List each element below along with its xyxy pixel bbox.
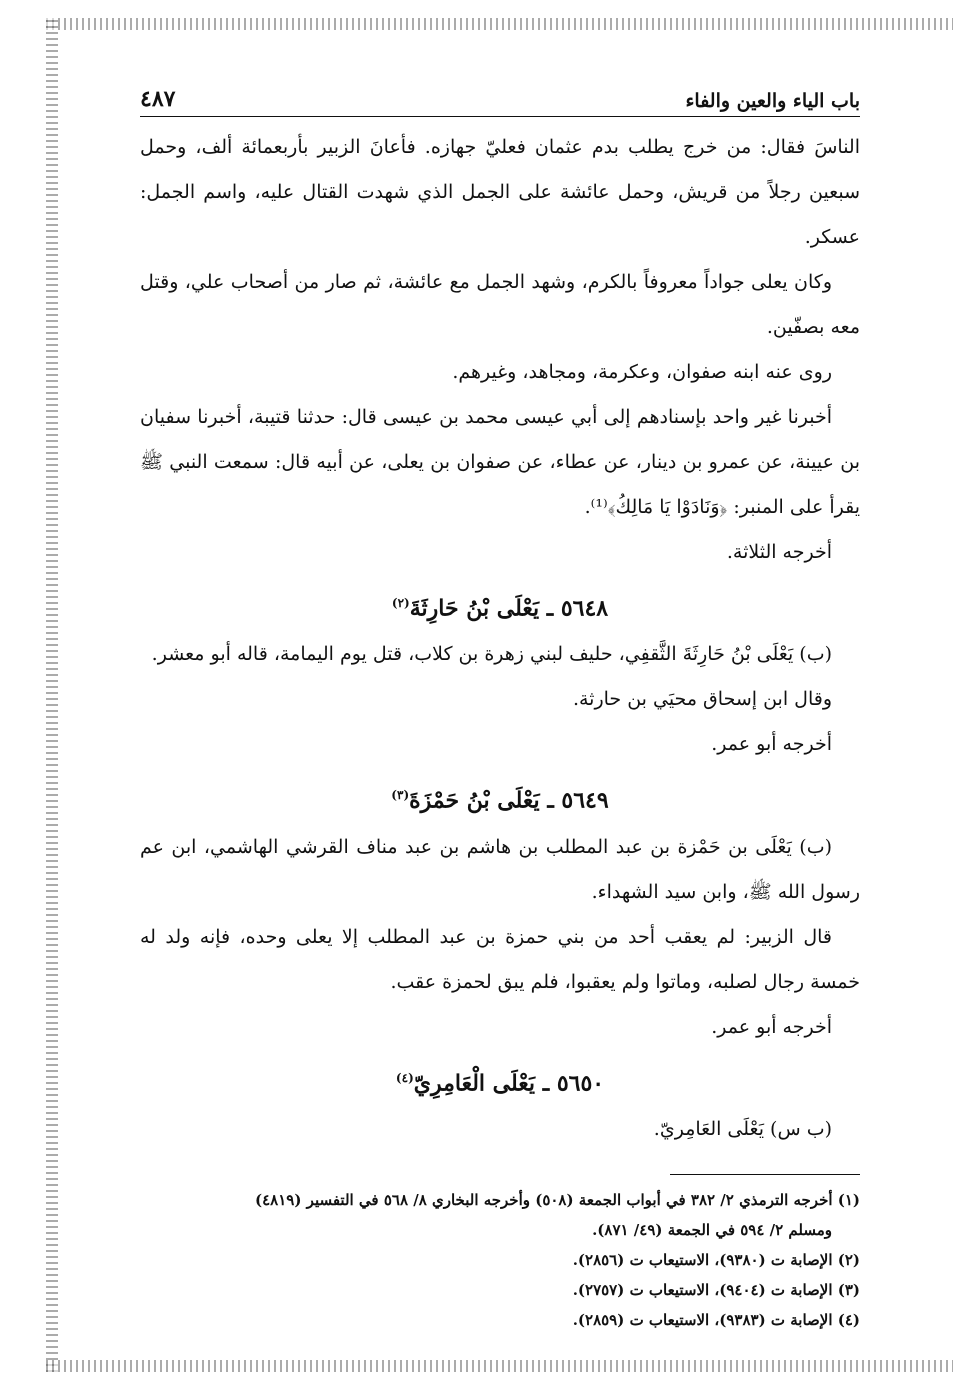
page-number: ٤٨٧: [140, 86, 176, 112]
footnote-marker: (٤): [395, 1070, 414, 1085]
paragraph: أخرجه أبو عمر.: [711, 1015, 832, 1038]
footnotes: [140, 1185, 860, 1335]
decorative-border-bottom: [46, 1360, 953, 1372]
footnote-marker: (٣): [391, 788, 410, 803]
paragraph: وكان يعلى جواداً معروفاً بالكرم، وشهد الجمل مع عائشة، ثم صار من أصحاب علي، وقتل معه بصفّين.: [140, 271, 860, 338]
paragraph: الناسَ فقال: من خرج يطلب بدم عثمان فعليّ جهازه. فأعانَ الزبير بأربعمائة ألف، وحمل سبعين رجلاً من قريش، وحمل عائشة على الجمل الذي شهدت القتال عليه، واسم الجمل: عسكر.: [140, 136, 860, 248]
footnote: (٤) الإصابة ت (٩٣٨٣)، الاستيعاب ت (٢٨٥٩).: [572, 1310, 860, 1329]
paragraph: قال الزبير: لم يعقب أحد من بني حمزة بن عبد المطلب إلا يعلى وحده، فإنه ولد له خمسة رجال لصلبه، وماتوا ولم يعقبوا، فلم يبق لحمزة عقب.: [140, 925, 860, 993]
footnote-separator: [670, 1174, 860, 1175]
footnote: (٢) الإصابة ت (٩٣٨٠)، الاستيعاب ت (٢٨٥٦).: [572, 1250, 860, 1269]
footnote: (٣) الإصابة ت (٩٤٠٤)، الاستيعاب ت (٢٧٥٧).: [572, 1280, 860, 1299]
page-content: [140, 80, 860, 1335]
entry-heading: ٥٦٤٩ ـ يَعْلَى بْنُ حَمْزَةَ$^{(٣)}$: [391, 787, 609, 814]
paragraph: وقال ابن إسحاق محيَي بن حارثة.: [572, 688, 832, 711]
entry-heading: ٥٦٤٨ ـ يَعْلَى بْنُ حَارِثَةَ$^{(٢)}$: [391, 595, 609, 622]
running-header: [140, 80, 860, 117]
paragraph: (ب) يَعْلَى بْنُ حَارِثَةَ الثَّقفِي، حليف لبني زهرة بن كلاب، قتل يوم اليمامة، قاله أبو معشر.: [151, 643, 832, 666]
paragraph: (ب س) يَعْلَى العَامِريّ.: [653, 1117, 832, 1140]
paragraph: أخبرنا غير واحد بإسنادهم إلى أبي عيسى محمد بن عيسى قال: حدثنا قتيبة، أخبرنا سفيان بن عيينة، عن عمرو بن دينار، عن عطاء، عن صفوان بن يعلى، عن أبيه قال: سمعت النبي ﷺ يقرأ على المنبر: ﴿وَنَادَوْا يَا مَالِكُ﴾⁽¹⁾.: [140, 406, 860, 518]
decorative-border-top: [46, 18, 953, 30]
header-title: باب الياء والعين والفاء: [685, 90, 860, 112]
footnote: ومسلم ٢/ ٥٩٤ في الجمعة (٤٩/ ٨٧١).: [592, 1220, 832, 1239]
paragraph: روى عنه ابنه صفوان، وعكرمة، ومجاهد، وغيرهم.: [452, 361, 832, 383]
page-body: [140, 125, 860, 1335]
paragraph: أخرجه الثلاثة.: [726, 541, 832, 563]
entry-heading: ٥٦٥٠ ـ يَعْلَى الْعَامِرِيّ$^{(٤)}$: [395, 1069, 605, 1096]
footnote: (١) أخرجه الترمذي ٢/ ٣٨٢ في أبواب الجمعة (٥٠٨) وأخرجه البخاري ٨/ ٥٦٨ في التفسير (٤٨١٩): [255, 1190, 860, 1209]
footnote-marker: (٢): [391, 596, 410, 610]
decorative-border-left: [46, 18, 58, 1372]
paragraph: أخرجه أبو عمر.: [711, 733, 832, 756]
paragraph: (ب) يَعْلَى بن حَمْزة بن عبد المطلب بن هاشم بن عبد مناف القرشي الهاشمي، ابن عم رسول الله ﷺ، وابن سيد الشهداء.: [140, 835, 860, 903]
